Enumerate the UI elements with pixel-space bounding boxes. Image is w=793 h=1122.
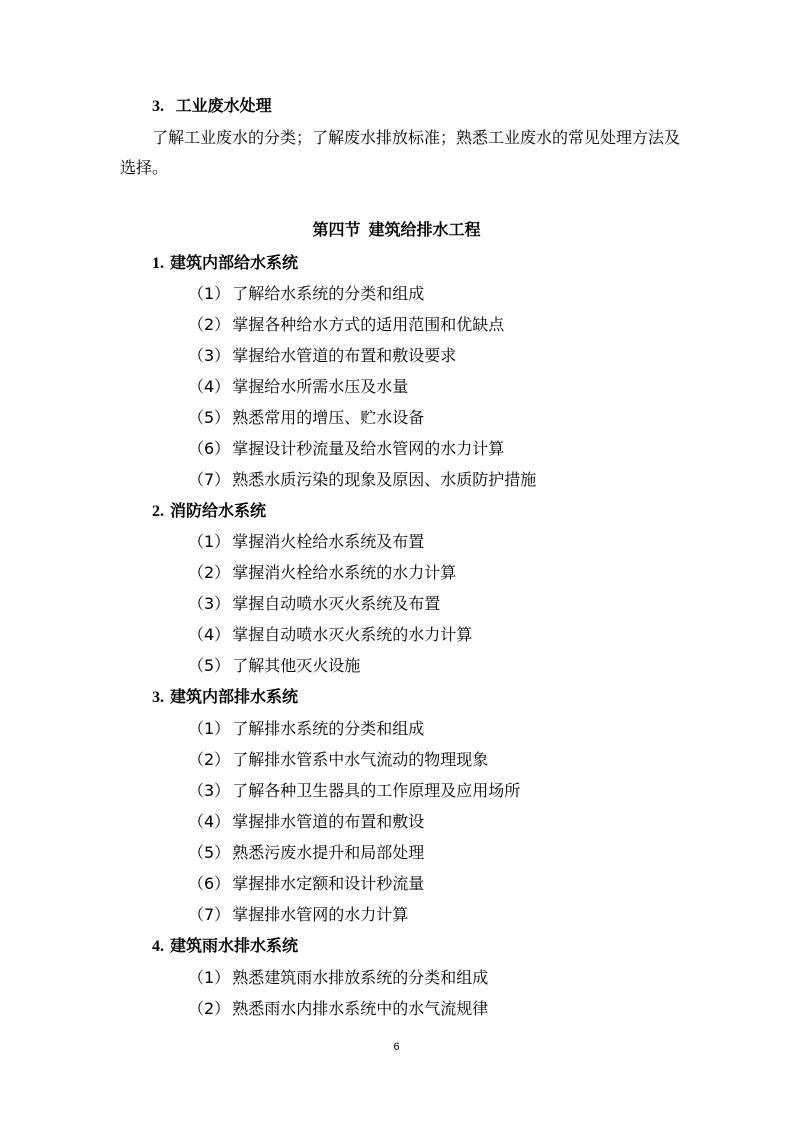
list-item-text: 掌握排水定额和设计秒流量 <box>232 874 425 893</box>
list-item-index: （5） <box>188 843 231 862</box>
list-item-index: （6） <box>188 874 231 893</box>
page-number: 6 <box>393 1041 400 1053</box>
list-item-index: （4） <box>188 625 231 644</box>
list-item-index: （4） <box>188 377 231 396</box>
list-item-text: 掌握各种给水方式的适用范围和优缺点 <box>232 315 505 334</box>
list-item <box>188 470 536 490</box>
list-item-text: 掌握自动喷水灭火系统及布置 <box>232 594 441 613</box>
list-item-text: 了解排水管系中水气流动的物理现象 <box>232 750 489 769</box>
intro-heading-number: 3. <box>152 98 164 115</box>
list-item-text: 了解其他灭火设施 <box>232 656 361 675</box>
group-heading-4 <box>152 936 298 957</box>
list-item <box>188 315 504 335</box>
list-item-index: （3） <box>188 346 231 365</box>
list-item-text: 熟悉水质污染的现象及原因、水质防护措施 <box>232 470 537 489</box>
group-heading-title: 建筑雨水排水系统 <box>170 936 299 955</box>
list-item-index: （1） <box>188 284 231 303</box>
list-item <box>188 594 440 614</box>
list-item-text: 掌握给水所需水压及水量 <box>232 377 409 396</box>
list-item <box>188 781 520 801</box>
group-heading-1 <box>152 253 298 274</box>
group-heading-title: 建筑内部给水系统 <box>170 253 299 272</box>
list-item <box>188 968 488 988</box>
list-item-index: （2） <box>188 563 231 582</box>
list-item <box>188 532 424 552</box>
list-item <box>188 377 408 397</box>
list-item <box>188 625 472 645</box>
list-item-index: （2） <box>188 999 231 1018</box>
list-item-text: 了解给水系统的分类和组成 <box>232 284 425 303</box>
list-item <box>188 874 424 894</box>
list-item-text: 掌握给水管道的布置和敷设要求 <box>232 346 457 365</box>
group-heading-2 <box>152 501 266 522</box>
intro-paragraph-line-2: 选择。 <box>120 158 169 177</box>
list-item-index: （6） <box>188 439 231 458</box>
list-item <box>188 563 456 583</box>
list-item-text: 了解排水系统的分类和组成 <box>232 719 425 738</box>
list-item-text: 掌握消火栓给水系统及布置 <box>232 532 425 551</box>
intro-heading <box>152 96 272 117</box>
list-item <box>188 905 408 925</box>
list-item <box>188 843 424 863</box>
list-item <box>188 750 488 770</box>
intro-paragraph-line-1: 了解工业废水的分类；了解废水排放标准；熟悉工业废水的常见处理方法及 <box>152 128 681 147</box>
list-item-index: （5） <box>188 656 231 675</box>
list-item-index: （4） <box>188 812 231 831</box>
list-item <box>188 408 424 428</box>
list-item-text: 熟悉雨水内排水系统中的水气流规律 <box>232 999 489 1018</box>
list-item-index: （2） <box>188 315 231 334</box>
list-item-text: 掌握自动喷水灭火系统的水力计算 <box>232 625 473 644</box>
list-item-index: （1） <box>188 968 231 987</box>
section-title <box>0 220 793 240</box>
group-heading-number: 1. <box>152 255 164 272</box>
list-item-index: （3） <box>188 781 231 800</box>
group-heading-number: 2. <box>152 503 164 520</box>
list-item-index: （2） <box>188 750 231 769</box>
list-item-text: 掌握排水管网的水力计算 <box>232 905 409 924</box>
group-heading-number: 4. <box>152 938 164 955</box>
list-item-text: 了解各种卫生器具的工作原理及应用场所 <box>232 781 521 800</box>
list-item <box>188 999 488 1019</box>
list-item-index: （1） <box>188 532 231 551</box>
list-item-index: （5） <box>188 408 231 427</box>
list-item-text: 熟悉污废水提升和局部处理 <box>232 843 425 862</box>
list-item-text: 掌握设计秒流量及给水管网的水力计算 <box>232 439 505 458</box>
group-heading-3 <box>152 687 298 708</box>
list-item-index: （7） <box>188 470 231 489</box>
list-item-index: （3） <box>188 594 231 613</box>
list-item-text: 熟悉建筑雨水排放系统的分类和组成 <box>232 968 489 987</box>
intro-heading-text: 工业废水处理 <box>175 96 272 115</box>
section-title-text: 建筑给排水工程 <box>368 220 481 239</box>
list-item <box>188 439 504 459</box>
list-item-index: （7） <box>188 905 231 924</box>
group-heading-title: 消防给水系统 <box>170 501 267 520</box>
section-number: 第四节 <box>312 220 361 239</box>
group-heading-number: 3. <box>152 689 164 706</box>
list-item <box>188 812 424 832</box>
list-item-text: 熟悉常用的增压、贮水设备 <box>232 408 425 427</box>
list-item-index: （1） <box>188 719 231 738</box>
list-item <box>188 719 424 739</box>
list-item <box>188 284 424 304</box>
list-item <box>188 656 360 676</box>
list-item <box>188 346 456 366</box>
list-item-text: 掌握排水管道的布置和敷设 <box>232 812 425 831</box>
group-heading-title: 建筑内部排水系统 <box>170 687 299 706</box>
list-item-text: 掌握消火栓给水系统的水力计算 <box>232 563 457 582</box>
